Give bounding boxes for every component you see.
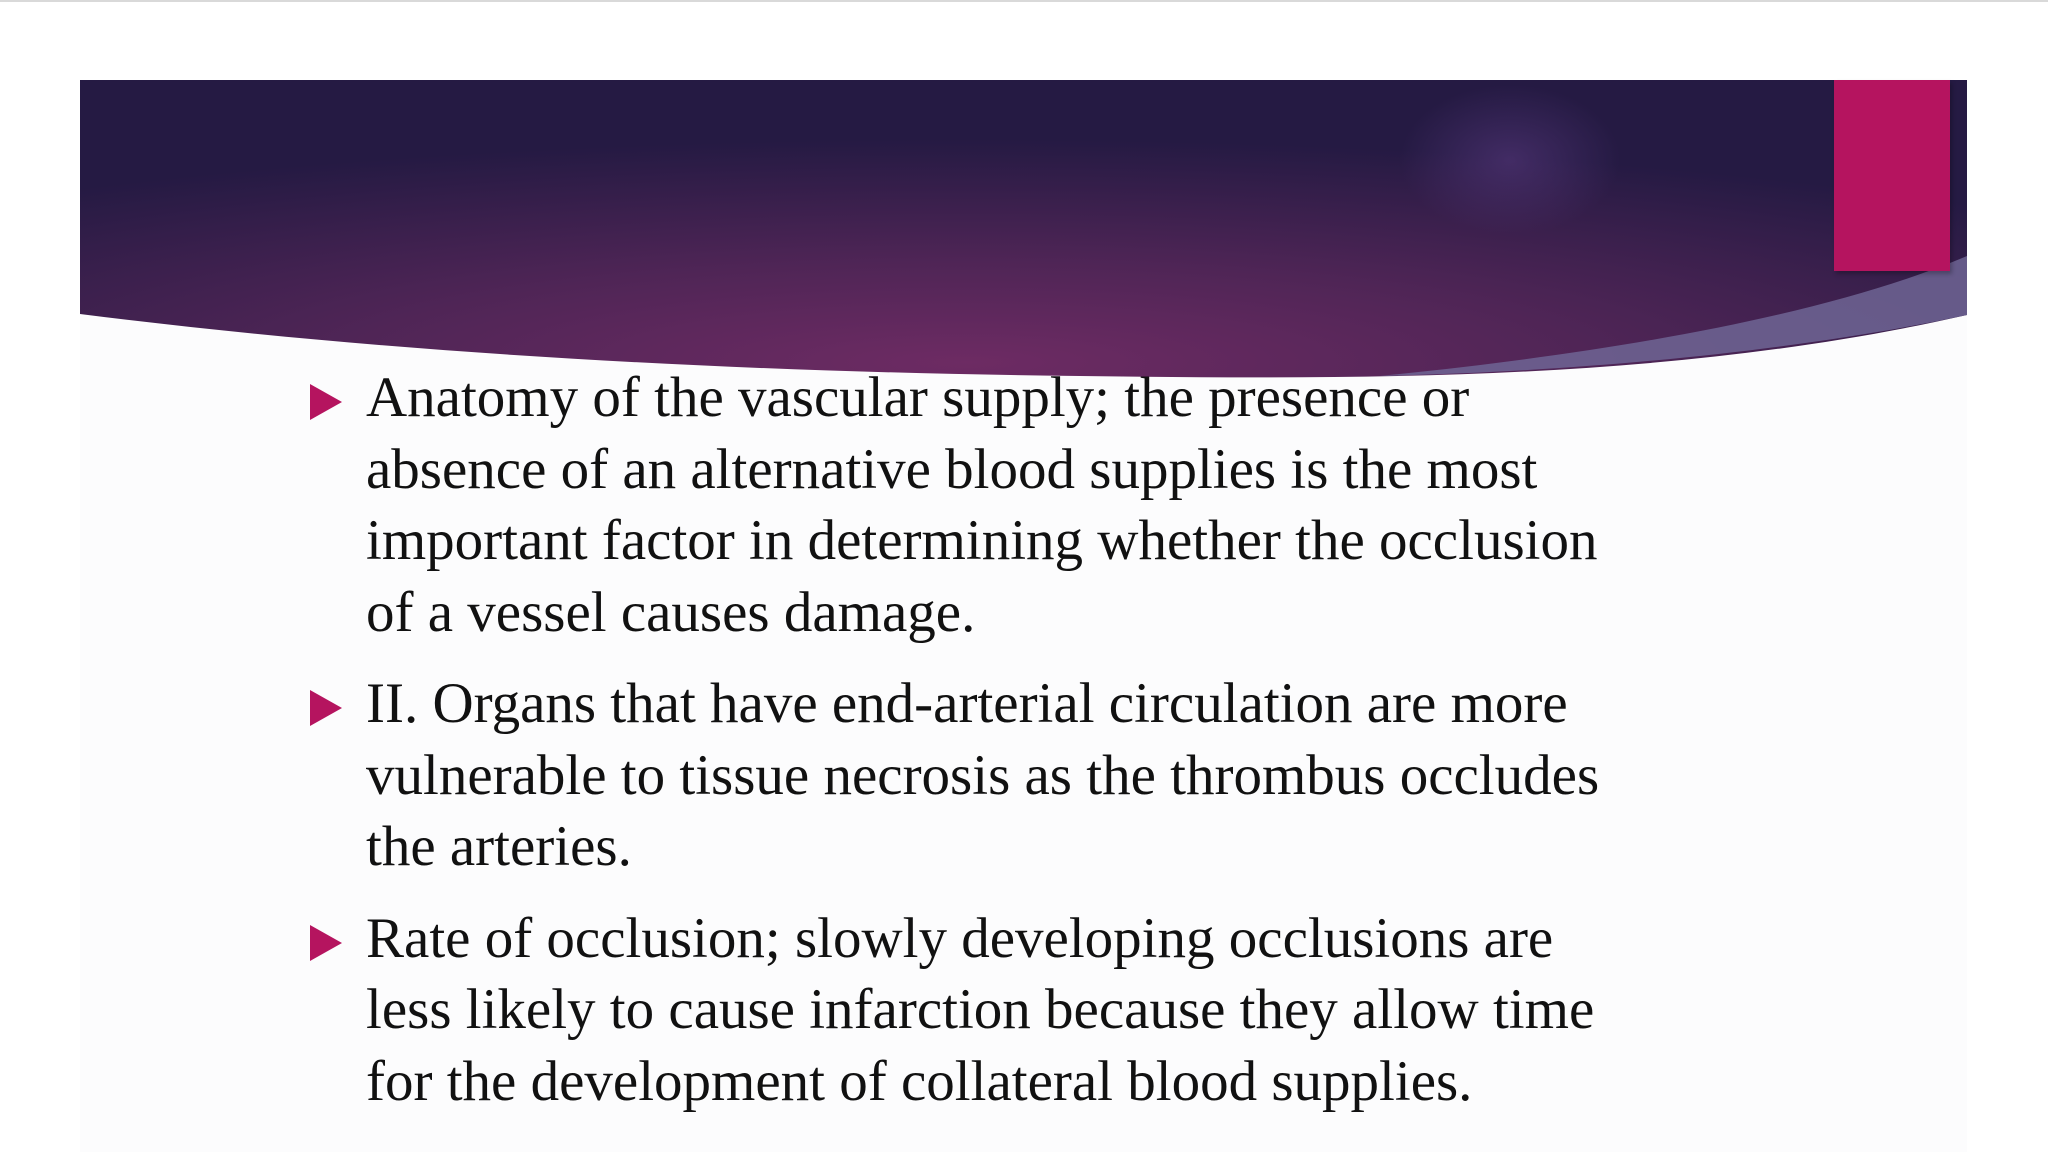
bullet-line: Anatomy of the vascular supply; the presence or xyxy=(366,366,1470,429)
bullet-line: vulnerable to tissue necrosis as the thrombus occludes xyxy=(366,743,1600,807)
bullet-text xyxy=(366,668,1666,883)
bullet-line: of a vessel causes damage. xyxy=(366,580,976,644)
bullet-text xyxy=(366,903,1666,1118)
triangle-right-icon xyxy=(310,925,342,961)
accent-tab xyxy=(1834,80,1950,271)
bullet-item xyxy=(228,362,1678,648)
bullet-line: for the development of collateral blood supplies. xyxy=(366,1049,1473,1113)
bullet-line: absence of an alternative blood supplies is the most xyxy=(366,437,1538,501)
triangle-right-icon xyxy=(310,384,342,420)
bullet-line: important factor in determining whether the occlusion xyxy=(366,509,1598,572)
title-banner xyxy=(80,80,1967,400)
bullet-item xyxy=(228,903,1678,1118)
bullet-line: less likely to cause infarction because they allow time xyxy=(366,978,1595,1041)
bullet-text xyxy=(366,362,1666,648)
bullet-line: Rate of occlusion; slowly developing occlusions are xyxy=(366,906,1554,970)
bullet-line: II. Organs that have end-arterial circulation are more xyxy=(366,672,1568,735)
top-divider xyxy=(0,0,2048,2)
triangle-right-icon xyxy=(310,690,342,726)
slide xyxy=(80,80,1967,1152)
bullet-list xyxy=(228,362,1678,1137)
bullet-item xyxy=(228,668,1678,883)
bullet-line: the arteries. xyxy=(366,815,632,878)
